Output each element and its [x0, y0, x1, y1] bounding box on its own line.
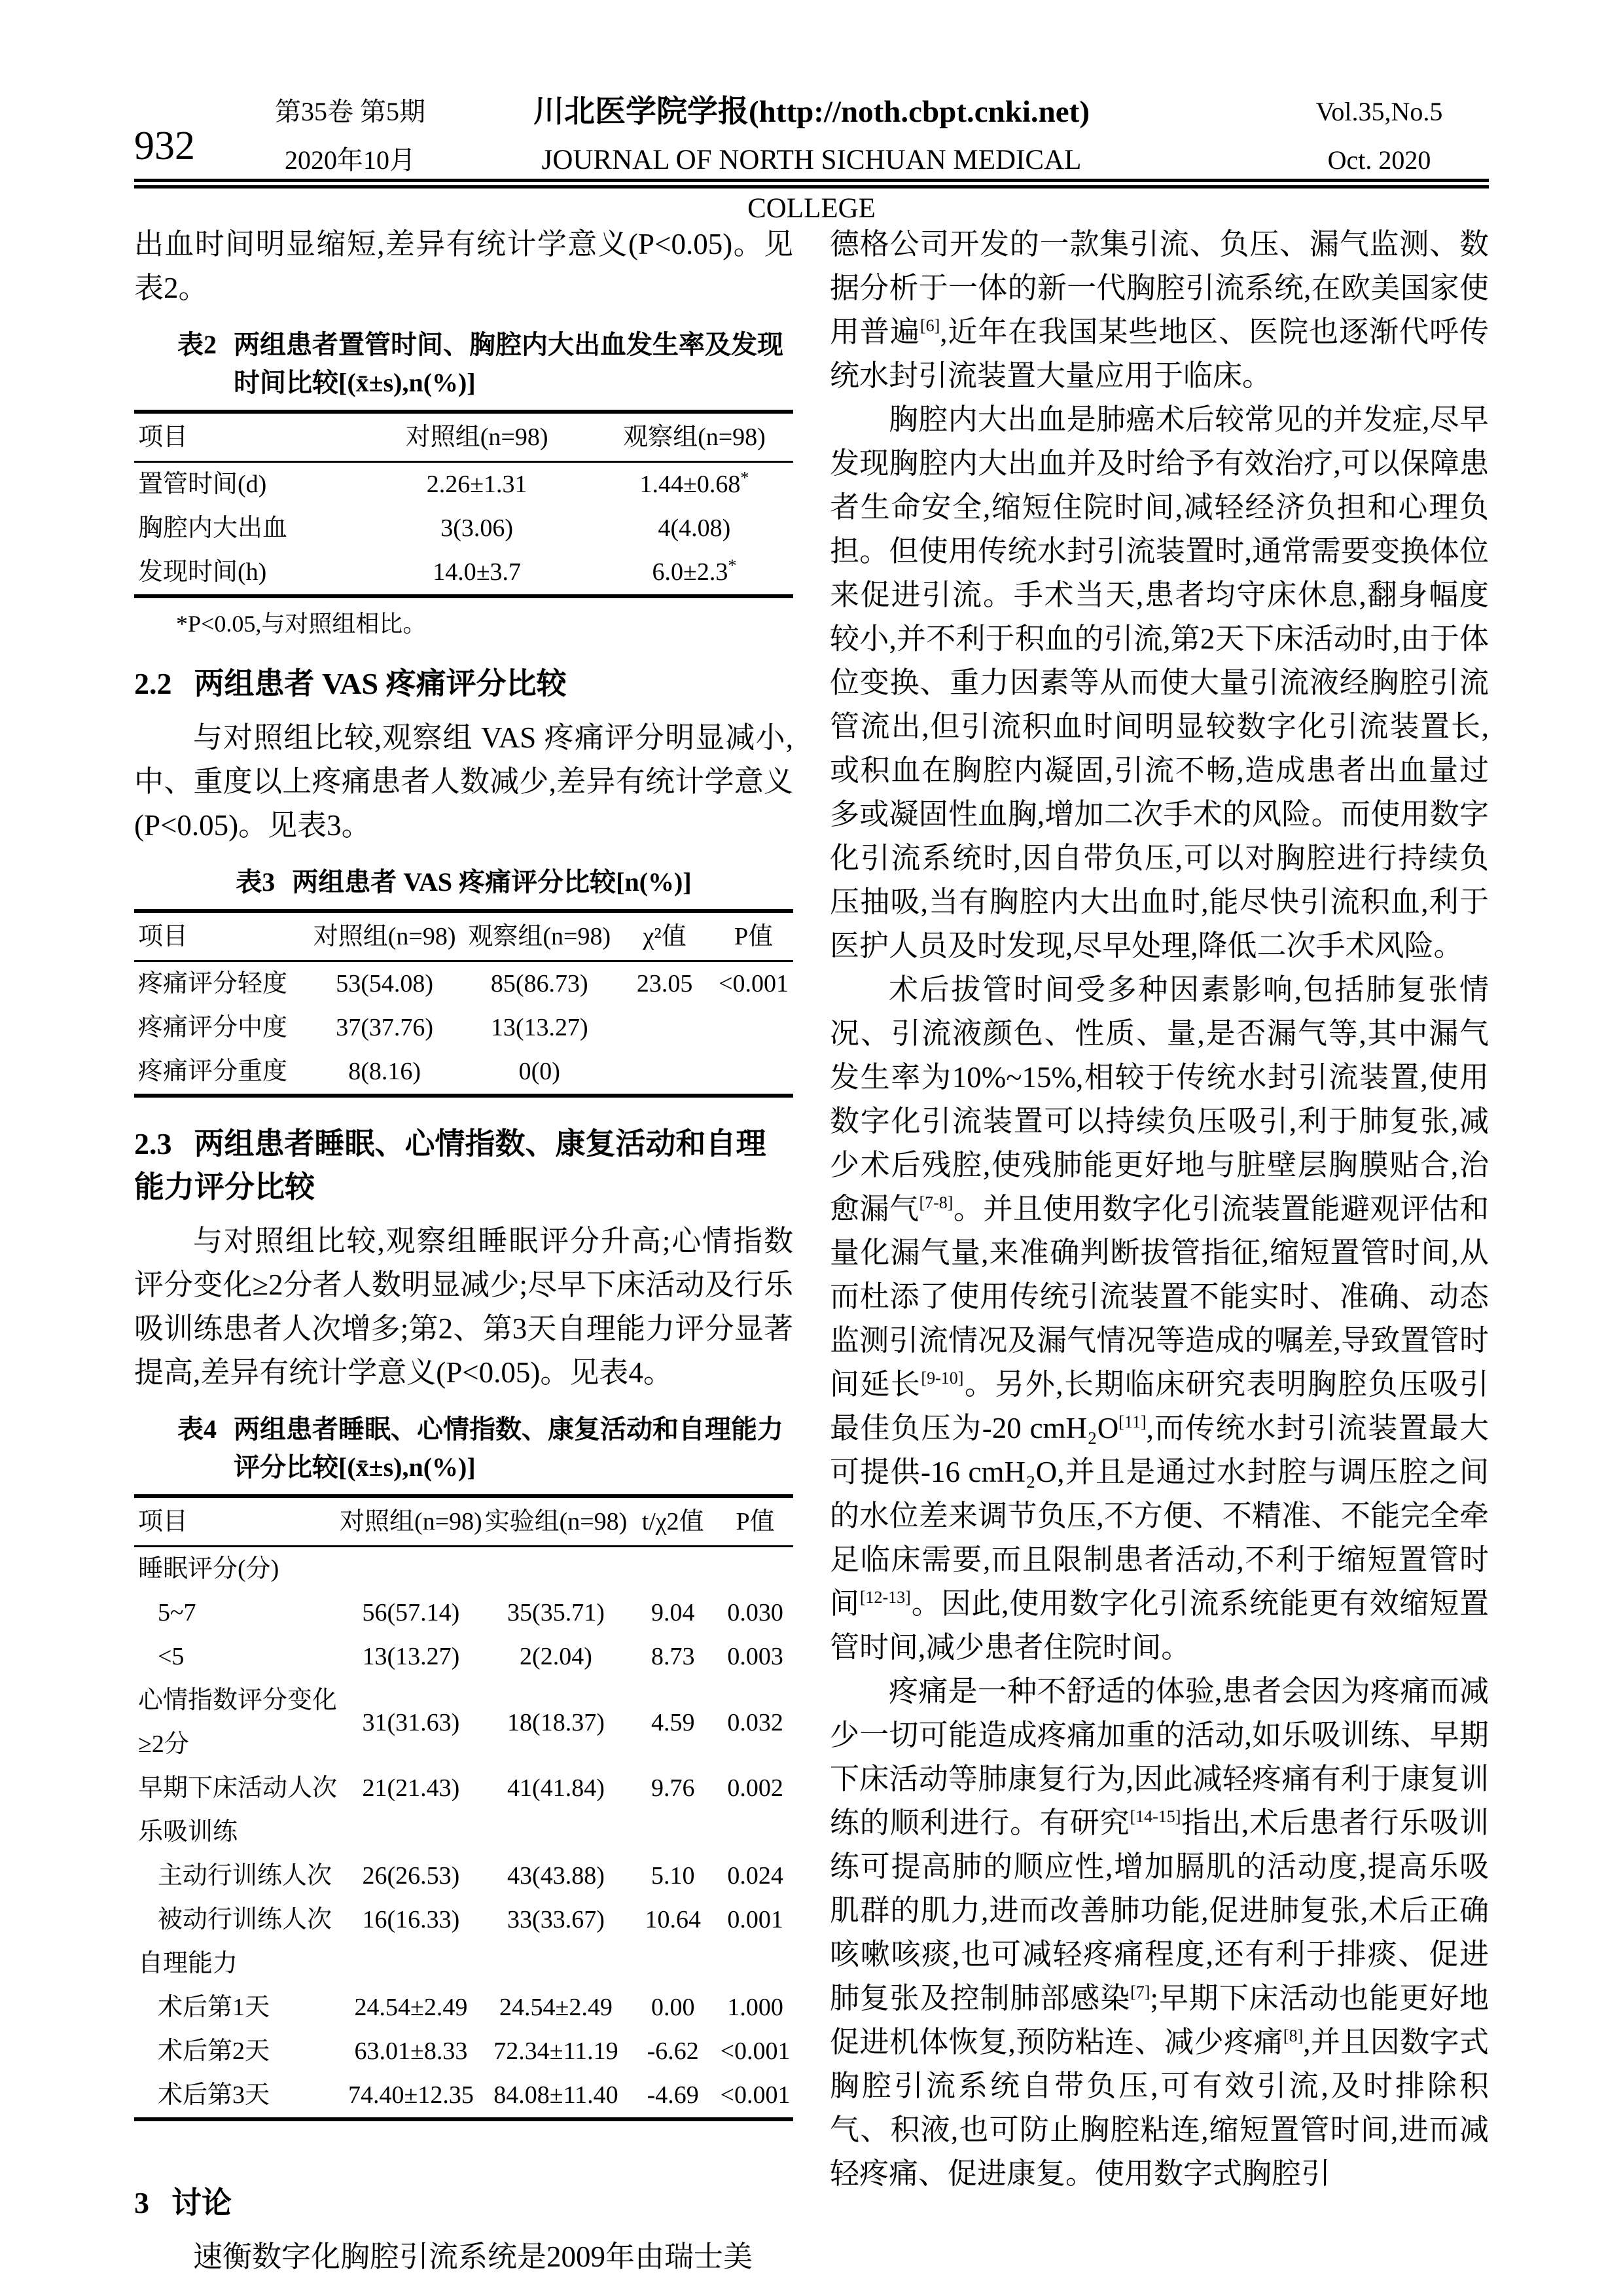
table-row-label: <5 [158, 1643, 185, 1670]
table-cell [338, 1942, 484, 1986]
table4-caption [134, 1410, 793, 1486]
paragraph: 与对照组比较,观察组睡眠评分升高;心情指数评分变化≥2分者人数明显减少;尽早下床活动及行乐吸训练患者人次增多;第2、第3天自理能力评分显著提高,差异有统计学意义(P<0.05)。见表4。 [134, 1225, 793, 1389]
section-heading-3 [134, 2181, 793, 2225]
table-row-label: 术后第3天 [158, 2081, 270, 2109]
page-columns [134, 223, 1489, 2279]
header-volume-block-cn [206, 88, 494, 185]
table-cell [484, 1942, 629, 1986]
reference-superscript: [7-8] [919, 1193, 954, 1212]
table-cell: 2(2.04) [520, 1643, 592, 1670]
table-cell: 33(33.67) [507, 1906, 605, 1933]
header-divider [134, 179, 1489, 188]
table-cell: 0.002 [727, 1774, 783, 1802]
section-heading-2-3 [134, 1122, 793, 1209]
table-row [134, 1591, 793, 1635]
section-heading-2-2 [134, 662, 793, 706]
table3 [134, 909, 793, 1098]
journal-title-en: JOURNAL OF NORTH SICHUAN MEDICAL COLLEGE [541, 145, 1082, 224]
table-row [134, 507, 793, 550]
table-row-label: 疼痛评分重度 [138, 1058, 288, 1085]
table3-caption-text: 两组患者 VAS 疼痛评分比较[n(%)] [292, 867, 692, 897]
paragraph: 疼痛是一种不舒适的体验,患者会因为疼痛而减少一切可能造成疼痛加重的活动,如乐吸训练、早期下床活动等肺康复行为,因此减轻疼痛有利于康复训练的顺利进行。有研究[14-15]指出,术后患者行乐吸训练可提高肺的顺应性,增加膈肌的活动度,提高乐吸肌群的肌力,进而改善肺功能,促进肺复张,术后正确咳嗽咳痰,也可减轻疼痛程度,还有利于排痰、促进肺复张及控制肺部感染[7];早期下床活动也能更好地促进机体恢复,预防粘连、减少疼痛[8],并且因数字式胸腔引流系统自带负压,可有效引流,及时排除积气、积液,也可防止胸腔粘连,缩短置管时间,进而减轻疼痛、促进康复。使用数字式胸腔引 [830, 1675, 1489, 2190]
table-cell [628, 1810, 717, 1854]
table-cell: 0.030 [727, 1599, 783, 1626]
table-cell [717, 1547, 793, 1592]
table4 [134, 1494, 793, 2121]
section-title: 讨论 [171, 2186, 232, 2219]
table-row [134, 1635, 793, 1679]
table-header-row [134, 412, 793, 462]
table3-caption-label: 表3 [236, 867, 276, 897]
table-row [134, 550, 793, 596]
paragraph: 术后拔管时间受多种因素影响,包括肺复张情况、引流液颜色、性质、量,是否漏气等,其中漏气发生率为10%~15%,相较于传统水封引流装置,使用数字化引流装置可以持续负压吸引,利于肺复张,减少术后残腔,使残肺能更好地与脏壁层胸膜贴合,治愈漏气[7-8]。并且使用数字化引流装置能避观评估和量化漏气量,来准确判断拔管指征,缩短置管时间,从而杜添了使用传统引流装置不能实时、准确、动态监测引流情况及漏气情况等造成的嘱差,导致置管时间延长[9-10]。另外,长期临床研究表明胸腔负压吸引最佳负压为-20 cmH₂O[11],而传统水封引流装置最大可提供-16 cmH₂O,并且是通过水封腔与调压腔之间的水位差来调节负压,不方便、不精准、不能完全牵足临床需要,而且限制患者活动,不利于缩短置管时间[12-13]。因此,使用数字化引流系统能更有效缩短置管时间,减少患者住院时间。 [830, 973, 1489, 1664]
table-cell: 0.001 [727, 1906, 783, 1933]
table-cell: 5.10 [651, 1862, 695, 1890]
table-column-header: P值 [714, 911, 793, 961]
reference-superscript: [8] [1283, 2026, 1304, 2045]
table-cell: 84.08±11.40 [493, 2081, 618, 2109]
table-cell [338, 1810, 484, 1854]
volume-issue-en: Vol.35,No.5 [1315, 97, 1443, 126]
page-number: 932 [134, 124, 195, 168]
table-row-label: 自理能力 [138, 1950, 238, 1977]
table-row [134, 1986, 793, 2030]
table-row-label: 疼痛评分中度 [138, 1014, 288, 1041]
table-cell: 0(0) [518, 1058, 560, 1085]
table-row [134, 1050, 793, 1096]
reference-superscript: [14-15] [1130, 1807, 1181, 1826]
table-column-header: 观察组(n=98) [463, 911, 615, 961]
table-cell: 0.024 [727, 1862, 783, 1890]
table-cell [615, 1050, 714, 1096]
table2 [134, 410, 793, 598]
table-row [134, 462, 793, 507]
table4-caption-label: 表4 [177, 1414, 217, 1444]
table3-caption [134, 863, 793, 901]
table-cell: <0.001 [720, 2037, 791, 2065]
table-column-header: 对照组(n=98) [358, 412, 596, 462]
table-cell: <0.001 [720, 2081, 791, 2109]
table-cell: 53(54.08) [336, 970, 434, 997]
table-row [134, 1854, 793, 1898]
table2-caption [134, 326, 793, 402]
paragraph: 胸腔内大出血是肺癌术后较常见的并发症,尽早发现胸腔内大出血并及时给予有效治疗,可以保障患者生命安全,缩短住院时间,减轻经济负担和心理负担。但使用传统水封引流装置时,通常需要变换体位来促进引流。手术当天,患者均守床休息,翻身幅度较小,并不利于积血的引流,第2天下床活动时,由于体位变换、重力因素等从而使大量引流液经胸腔引流管流出,但引流积血时间明显较数字化引流装置长,或积血在胸腔内凝固,引流不畅,造成患者出血量过多或凝固性血胸,增加二次手术的风险。而使用数字化引流系统时,因自带负压,可以对胸腔进行持续负压抽吸,当有胸腔内大出血时,能尽快引流积血,利于医护人员及时发现,尽早处理,降低二次手术风险。 [830, 403, 1489, 962]
table-cell: 2.26±1.31 [426, 471, 527, 498]
table2-footnote: *P<0.05,与对照组相比。 [176, 611, 427, 637]
significance-asterisk: * [740, 468, 749, 488]
left-column [134, 223, 793, 2279]
table-cell [615, 1006, 714, 1050]
section-title: 两组患者 VAS 疼痛评分比较 [194, 667, 567, 700]
table-cell: 16(16.33) [362, 1906, 460, 1933]
table-cell: 85(86.73) [490, 970, 588, 997]
table-row-label: 乐吸训练 [138, 1818, 238, 1846]
table-row [134, 1547, 793, 1592]
table-row [134, 2073, 793, 2119]
table-cell [484, 1810, 629, 1854]
header-volume-block-en [1266, 88, 1492, 185]
table-cell: 0.00 [651, 1994, 695, 2021]
reference-superscript: [7] [1130, 1982, 1150, 2001]
table-cell: 35(35.71) [507, 1599, 605, 1626]
table-row [134, 1942, 793, 1986]
header-journal-block [497, 88, 1126, 233]
table-row-label: 5~7 [158, 1599, 196, 1626]
table-row-label: 术后第2天 [158, 2037, 270, 2065]
table-cell: 8.73 [651, 1643, 695, 1670]
table-header-row [134, 911, 793, 961]
table-cell: 9.04 [651, 1599, 695, 1626]
table-row [134, 1810, 793, 1854]
table-cell: 31(31.63) [362, 1708, 460, 1736]
table-cell: 23.05 [636, 970, 693, 997]
table-cell: 1.44±0.68* [639, 468, 749, 498]
table-cell: 56(57.14) [362, 1599, 460, 1626]
table-cell: 18(18.37) [507, 1708, 605, 1736]
table-row [134, 961, 793, 1007]
table-cell: -6.62 [647, 2037, 699, 2065]
section-number: 3 [134, 2186, 149, 2219]
table-row [134, 1898, 793, 1942]
table-cell [628, 1942, 717, 1986]
table-cell [628, 1547, 717, 1592]
right-column [830, 223, 1489, 2279]
table-cell: 0.003 [727, 1643, 783, 1670]
significance-asterisk: * [728, 556, 737, 575]
table-cell [714, 1050, 793, 1096]
table-cell: 4(4.08) [658, 514, 731, 542]
table-row-label: 心情指数评分变化≥2分 [138, 1687, 338, 1758]
table-cell [338, 1547, 484, 1592]
table-row-label: 早期下床活动人次 [138, 1774, 338, 1802]
paragraph: 速衡数字化胸腔引流系统是2009年由瑞士美 [193, 2240, 753, 2273]
paragraph: 与对照组比较,观察组 VAS 疼痛评分明显减小,中、重度以上疼痛患者人数减少,差异有统计学意义(P<0.05)。见表3。 [134, 721, 793, 842]
table-cell: 14.0±3.7 [433, 558, 522, 586]
table-row-label: 术后第1天 [158, 1994, 270, 2021]
journal-title-cn: 川北医学院学报(http://noth.cbpt.cnki.net) [533, 95, 1090, 129]
table-row-label: 被动行训练人次 [158, 1906, 332, 1933]
date-cn: 2020年10月 [285, 145, 416, 175]
table-cell: 4.59 [651, 1708, 695, 1736]
reference-superscript: [9-10] [921, 1369, 964, 1388]
table-cell: 43(43.88) [507, 1862, 605, 1890]
table-cell: 13(13.27) [490, 1014, 588, 1041]
paragraph: 德格公司开发的一款集引流、负压、漏气监测、数据分析于一体的新一代胸腔引流系统,在欧美国家使用普遍[6],近年在我国某些地区、医院也逐渐代呼传统水封引流装置大量应用于临床。 [830, 228, 1489, 392]
table-row-label: 睡眠评分(分) [138, 1555, 279, 1583]
table-cell: 72.34±11.19 [493, 2037, 618, 2065]
table-cell: -4.69 [647, 2081, 699, 2109]
table-row [134, 1006, 793, 1050]
table2-caption-label: 表2 [177, 330, 217, 359]
table-column-header: 对照组(n=98) [306, 911, 464, 961]
table-row-label: 发现时间(h) [138, 558, 267, 586]
volume-issue-cn: 第35卷 第5期 [275, 97, 425, 126]
table-cell: 9.76 [651, 1774, 695, 1802]
table-cell [717, 1810, 793, 1854]
table-column-header: 实验组(n=98) [484, 1496, 629, 1547]
table-cell: <0.001 [719, 970, 789, 997]
table-cell: 3(3.06) [440, 514, 514, 542]
table-cell: 24.54±2.49 [354, 1994, 468, 2021]
table-row-label: 置管时间(d) [138, 471, 267, 498]
table-row-label: 胸腔内大出血 [138, 514, 288, 542]
table-cell: 10.64 [645, 1906, 701, 1933]
table-column-header: χ²值 [615, 911, 714, 961]
table-row [134, 1679, 793, 1767]
table-cell [714, 1006, 793, 1050]
table-cell: 26(26.53) [362, 1862, 460, 1890]
table-cell: 13(13.27) [362, 1643, 460, 1670]
table-header-row [134, 1496, 793, 1547]
table-cell: 21(21.43) [362, 1774, 460, 1802]
table-column-header: 观察组(n=98) [596, 412, 793, 462]
section-number: 2.2 [134, 667, 172, 700]
table-cell: 24.54±2.49 [499, 1994, 613, 2021]
table-column-header: 项目 [134, 911, 306, 961]
reference-superscript: [6] [919, 316, 940, 335]
table-cell: 74.40±12.35 [348, 2081, 474, 2109]
table4-caption-text: 两组患者睡眠、心情指数、康复活动和自理能力评分比较[(x̄±s),n(%)] [234, 1414, 783, 1482]
table-cell: 41(41.84) [507, 1774, 605, 1802]
reference-superscript: [11] [1118, 1412, 1147, 1431]
table-row-label: 疼痛评分轻度 [138, 970, 288, 997]
table-row [134, 2030, 793, 2073]
table-cell: 1.000 [727, 1994, 783, 2021]
table-cell: 0.032 [727, 1708, 783, 1736]
reference-superscript: [12-13] [859, 1588, 911, 1607]
table-cell: 63.01±8.33 [354, 2037, 468, 2065]
table-row-label: 主动行训练人次 [158, 1862, 332, 1890]
table-cell [484, 1547, 629, 1592]
date-en: Oct. 2020 [1327, 145, 1431, 175]
section-number: 2.3 [134, 1127, 172, 1160]
table-column-header: 项目 [134, 1496, 338, 1547]
table2-caption-text: 两组患者置管时间、胸腔内大出血发生率及发现时间比较[(x̄±s),n(%)] [234, 330, 783, 397]
table-cell: 6.0±2.3* [652, 556, 737, 586]
table-column-header: P值 [717, 1496, 793, 1547]
table-column-header: t/χ2值 [628, 1496, 717, 1547]
paragraph: 出血时间明显缩短,差异有统计学意义(P<0.05)。见表2。 [134, 228, 793, 304]
table-cell: 8(8.16) [348, 1058, 421, 1085]
table-cell [717, 1942, 793, 1986]
table-row [134, 1767, 793, 1810]
section-title: 两组患者睡眠、心情指数、康复活动和自理能力评分比较 [134, 1127, 766, 1204]
table-cell: 37(37.76) [336, 1014, 434, 1041]
table-column-header: 项目 [134, 412, 358, 462]
table-column-header: 对照组(n=98) [338, 1496, 484, 1547]
